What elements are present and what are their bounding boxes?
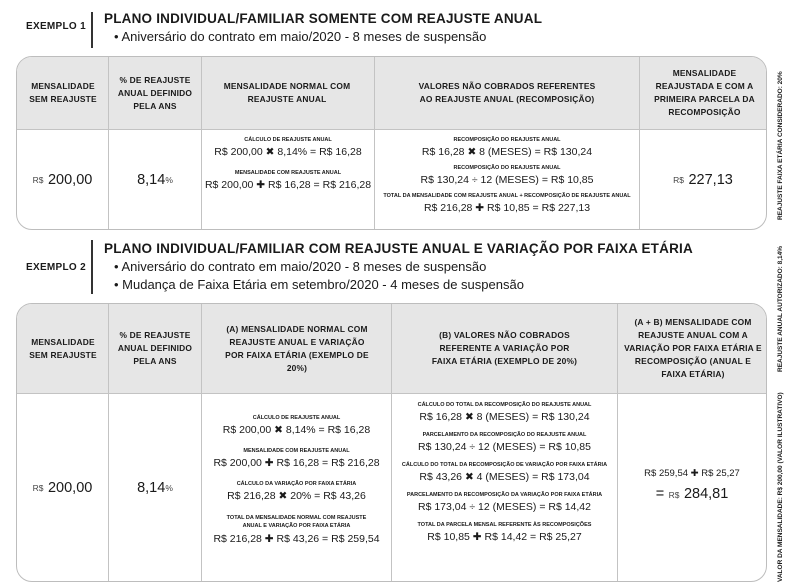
example-2-label: EXEMPLO 2 bbox=[26, 262, 86, 273]
pct-value: 8,14 % bbox=[137, 479, 173, 496]
plan-1-bullet: • Aniversário do contrato em maio/2020 - 8 meses de suspensão bbox=[114, 29, 487, 44]
header-b: (B) VALORES NÃO COBRADOS REFERENTE A VARIAÇÃO POR FAIXA ETÁRIA (EXEMPLO DE 20%) bbox=[431, 330, 578, 366]
header-a: (A) MENSALIDADE NORMAL COM REAJUSTE ANUAL E VARIAÇÃO POR FAIXA ETÁRIA (EXEMPLO DE 20%) bbox=[225, 323, 369, 373]
plan-2-bullet-1: • Aniversário do contrato em maio/2020 - 8 meses de suspensão bbox=[114, 259, 487, 274]
header-a-plus-b: (A + B) MENSALIDADE COM REAJUSTE ANUAL COM A VARIAÇÃO POR FAIXA ETÁRIA E RECOMPOSIÇÃO (ANUAL E FAIXA ETÁRIA) bbox=[624, 317, 762, 379]
header-base: MENSALIDADE SEM REAJUSTE bbox=[29, 336, 97, 360]
recomposition-calc: RECOMPOSIÇÃO DO REAJUSTE ANUAL R$ 16,28 ✖ 8 (MESES) = R$ 130,24 RECOMPOSIÇÃO DO REAJUSTE ANUAL R$ 130,24 ÷ 12 (MESES) = R$ 10,85 TOTAL DA MENSALIDADE COM REAJUSTE ANUAL + RECOMPOSIÇÃO DE REAJUSTE ANUAL R$ 216,28 ✚ R$ 10,85 = R$ 227,13 bbox=[383, 137, 631, 214]
header-normal: MENSALIDADE NORMAL COM REAJUSTE ANUAL bbox=[223, 81, 351, 104]
example-1-table bbox=[16, 56, 767, 230]
side-note-age-band: REAJUSTE FAIXA ETÁRIA CONSIDERADO: 20% bbox=[777, 71, 784, 220]
header-not-charged: VALORES NÃO COBRADOS REFERENTES AO REAJUSTE ANUAL (RECOMPOSIÇÃO) bbox=[418, 81, 596, 104]
normal-calc: CÁLCULO DE REAJUSTE ANUAL R$ 200,00 ✖ 8,14% = R$ 16,28 MENSALIDADE COM REAJUSTE ANUAL R$ 200,00 ✚ R$ 16,28 = R$ 216,28 bbox=[204, 137, 372, 191]
header-pct: % DE REAJUSTE ANUAL DEFINIDO PELA ANS bbox=[117, 330, 193, 366]
header-base: MENSALIDADE SEM REAJUSTE bbox=[29, 81, 97, 104]
pct-value: 8,14 % bbox=[137, 172, 173, 188]
total-value: = R$ 284,81 bbox=[655, 486, 729, 502]
a-calc: CÁLCULO DE REAJUSTE ANUAL R$ 200,00 ✖ 8,14% = R$ 16,28 MENSALIDADE COM REAJUSTE ANUAL R$ 200,00 ✚ R$ 16,28 = R$ 216,28 CÁLCULO DA VARIAÇÃO POR FAIXA ETÁRIA R$ 216,28 ✖ 20% = R$ 43,26 TOTAL DA MENSALIDADE NORMAL COM REAJUSTE ANUAL E VARIAÇÃO POR FAIXA ETÁRIA R$ 216,28 ✚ R$ 43,26 = R$ 259,54 bbox=[213, 415, 380, 545]
side-note-base-value: VALOR DA MENSALIDADE: R$ 200,00 (VALOR ILUSTRATIVO) bbox=[777, 392, 784, 582]
example-1-label: EXEMPLO 1 bbox=[26, 21, 86, 32]
example-2-table bbox=[16, 303, 767, 582]
plan-1-title: PLANO INDIVIDUAL/FAMILIAR SOMENTE COM REAJUSTE ANUAL bbox=[104, 11, 543, 26]
plan-2-bullet-2: • Mudança de Faixa Etária em setembro/2020 - 4 meses de suspensão bbox=[114, 277, 524, 292]
header-adjusted: MENSALIDADE REAJUSTADA E COM A PRIMEIRA PARCELA DA RECOMPOSIÇÃO bbox=[654, 68, 755, 117]
plan-2-title: PLANO INDIVIDUAL/FAMILIAR COM REAJUSTE ANUAL E VARIAÇÃO POR FAIXA ETÁRIA bbox=[104, 241, 693, 256]
side-note-annual: REAJUSTE ANUAL AUTORIZADO: 8,14% bbox=[777, 245, 784, 372]
base-value: R$ 200,00 bbox=[32, 479, 93, 496]
divider-bar bbox=[91, 240, 93, 294]
adjusted-value: R$ 227,13 bbox=[673, 172, 733, 188]
header-pct: % DE REAJUSTE ANUAL DEFINIDO PELA ANS bbox=[117, 74, 193, 111]
base-value: R$ 200,00 bbox=[32, 172, 93, 188]
b-calc: CÁLCULO DO TOTAL DA RECOMPOSIÇÃO DO REAJUSTE ANUAL R$ 16,28 ✖ 8 (MESES) = R$ 130,24 PARCELAMENTO DA RECOMPOSIÇÃO DO REAJUSTE ANUAL R$ 130,24 ÷ 12 (MESES) = R$ 10,85 CÁLCULO DO TOTAL DA RECOMPOSIÇÃO DE VARIAÇÃO POR FAIXA ETÁRIA R$ 43,26 ✖ 4 (MESES) = R$ 173,04 PARCELAMENTO DA RECOMPOSIÇÃO DA VARIAÇÃO POR FAIXA ETÁRIA R$ 173,04 ÷ 12 (MESES) = R$ 14,42 TOTAL DA PARCELA MENSAL REFERENTE ÀS RECOMPOSIÇÕES R$ 10,85 ✚ R$ 14,42 = R$ 25,27 bbox=[401, 402, 608, 543]
divider-bar bbox=[91, 12, 93, 48]
a-plus-b-calc: R$ 259,54 ✚ R$ 25,27 = R$ 284,81 bbox=[644, 468, 740, 502]
